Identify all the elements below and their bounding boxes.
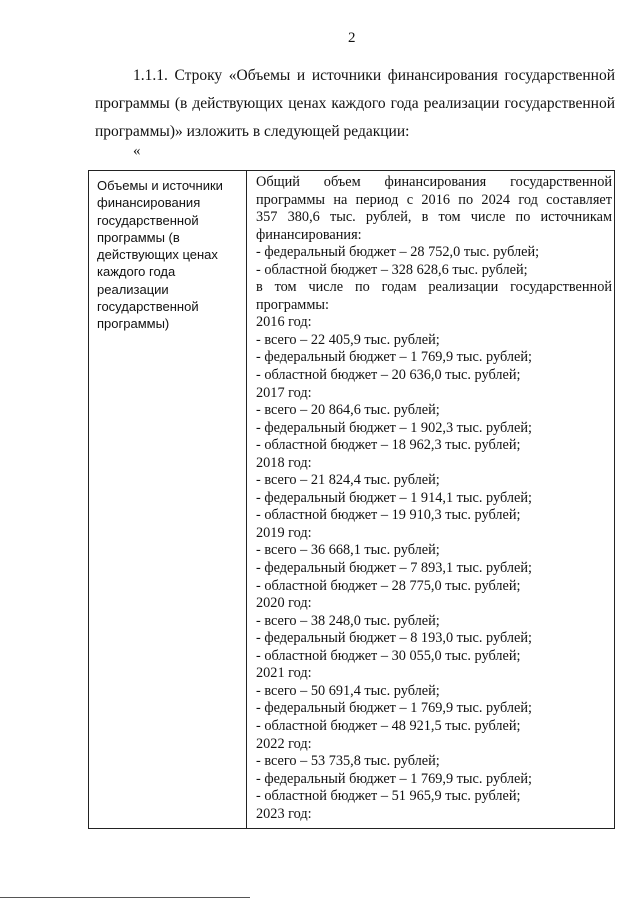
value-line: программы:	[256, 296, 329, 313]
value-line: 2017 год:	[256, 384, 312, 401]
table-row-value	[256, 174, 612, 823]
label-line: программы (в	[97, 229, 180, 245]
intro-line: программы)» изложить в следующей редакции:	[95, 123, 410, 140]
value-line: - федеральный бюджет – 28 752,0 тыс. рублей;	[256, 244, 540, 261]
open-quote: «	[133, 143, 141, 159]
financing-table	[88, 170, 615, 829]
intro-line: 1.1.1. Строку «Объемы и источники финансирования государственной	[133, 67, 615, 84]
column-divider	[246, 171, 247, 828]
value-line: программы на период с 2016 по 2024 год составляет	[256, 191, 612, 208]
value-line: - областной бюджет – 51 965,9 тыс. рублей;	[256, 788, 521, 805]
label-line: действующих ценах	[97, 247, 218, 263]
value-line: - федеральный бюджет – 1 769,9 тыс. рублей;	[256, 349, 532, 366]
value-line: - всего – 36 668,1 тыс. рублей;	[256, 542, 440, 559]
label-line: государственной	[97, 212, 199, 228]
label-line: программы)	[97, 316, 170, 332]
footer-rule	[0, 897, 250, 898]
value-line: 2020 год:	[256, 595, 312, 612]
label-line: реализации	[97, 281, 169, 297]
value-line: 2016 год:	[256, 314, 312, 331]
value-line: - всего – 53 735,8 тыс. рублей;	[256, 753, 440, 770]
value-line: Общий объем финансирования государственной	[256, 174, 612, 190]
label-line: финансирования	[97, 195, 201, 211]
value-line: 2018 год:	[256, 454, 312, 471]
value-line: - областной бюджет – 28 775,0 тыс. рублей;	[256, 577, 521, 594]
table-row-label	[97, 177, 245, 333]
value-line: - областной бюджет – 328 628,6 тыс. рублей;	[256, 261, 528, 278]
value-line: финансирования:	[256, 226, 362, 243]
value-line: - областной бюджет – 18 962,3 тыс. рублей;	[256, 437, 521, 454]
value-line: - федеральный бюджет – 1 914,1 тыс. рублей;	[256, 489, 532, 506]
value-line: - всего – 21 824,4 тыс. рублей;	[256, 472, 440, 489]
value-line: - областной бюджет – 20 636,0 тыс. рублей;	[256, 367, 521, 384]
value-line: - всего – 38 248,0 тыс. рублей;	[256, 612, 440, 629]
page-number: 2	[348, 30, 356, 46]
value-line: - федеральный бюджет – 1 902,3 тыс. рублей;	[256, 419, 532, 436]
value-line: 357 380,6 тыс. рублей, в том числе по источникам	[256, 209, 612, 226]
value-line: - федеральный бюджет – 1 769,9 тыс. рублей;	[256, 700, 532, 717]
label-line: каждого года	[97, 264, 176, 280]
value-line: - всего – 22 405,9 тыс. рублей;	[256, 331, 440, 348]
value-line: 2022 год:	[256, 735, 312, 752]
intro-paragraph	[95, 62, 615, 146]
value-line: - федеральный бюджет – 1 769,9 тыс. рублей;	[256, 770, 532, 787]
value-line: - областной бюджет – 30 055,0 тыс. рублей;	[256, 647, 521, 664]
value-line: - федеральный бюджет – 8 193,0 тыс. рублей;	[256, 630, 532, 647]
value-line: 2019 год:	[256, 524, 312, 541]
value-line: - областной бюджет – 48 921,5 тыс. рублей;	[256, 717, 521, 734]
label-line: государственной	[97, 299, 199, 315]
value-line: - областной бюджет – 19 910,3 тыс. рублей;	[256, 507, 521, 524]
value-line: 2021 год:	[256, 665, 312, 682]
value-line: - всего – 20 864,6 тыс. рублей;	[256, 402, 440, 419]
intro-line: программы (в действующих ценах каждого года реализации государственной	[95, 95, 615, 112]
value-line: в том числе по годам реализации государственной	[256, 279, 612, 296]
value-line: - федеральный бюджет – 7 893,1 тыс. рублей;	[256, 560, 532, 577]
value-line: - всего – 50 691,4 тыс. рублей;	[256, 682, 440, 699]
label-line: Объемы и источники	[97, 178, 223, 193]
value-line: 2023 год:	[256, 805, 312, 822]
